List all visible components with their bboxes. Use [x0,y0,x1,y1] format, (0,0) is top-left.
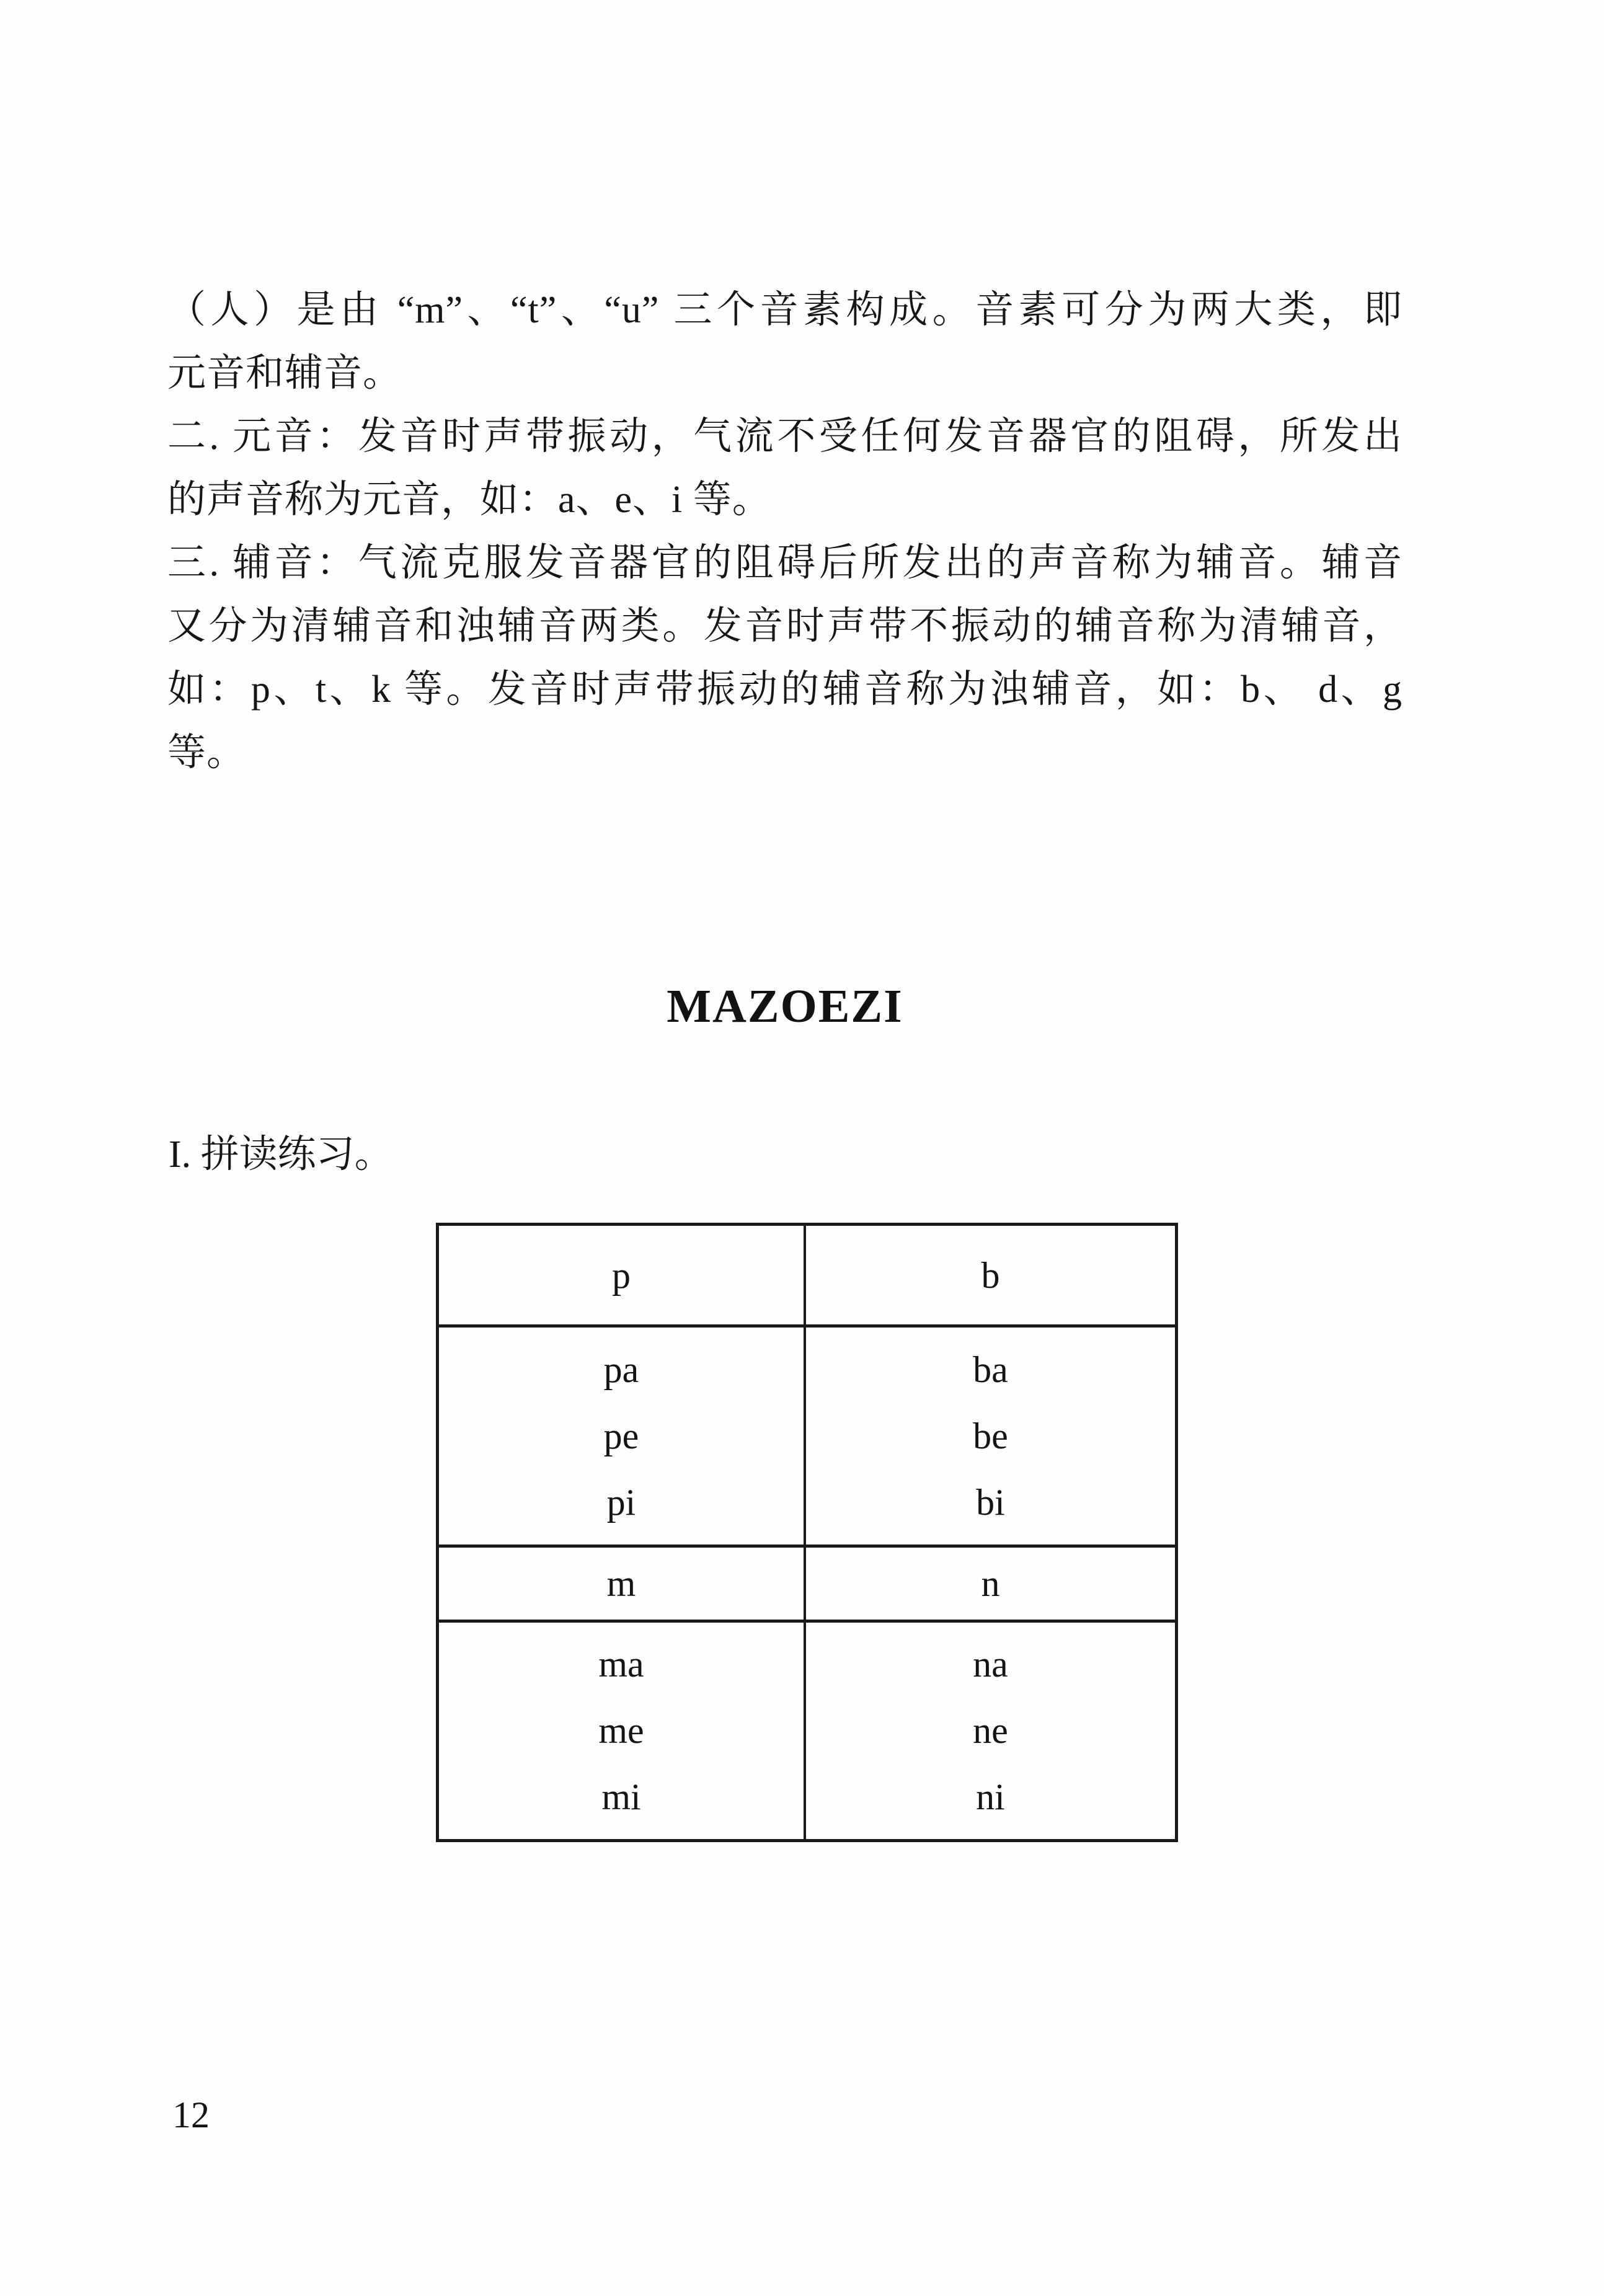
syllable: be [973,1415,1008,1456]
text-line: 又分为清辅音和浊辅音两类。发音时声带不振动的辅音称为清辅音， [167,605,1402,647]
syllable: pe [603,1415,639,1456]
text-line: 如：p、t、k 等。发音时声带振动的辅音称为浊辅音，如：b、 d、g [167,668,1402,711]
table-header-cell [439,1548,806,1620]
syllable: ni [976,1776,1005,1817]
consonant-label: p [612,1254,631,1296]
syllable-cell [806,1328,1175,1545]
exercise-label: I. 拼读练习。 [169,1133,393,1176]
section-heading: MAZOEZI [667,980,903,1032]
pronunciation-drill-table [436,1223,1178,1842]
table-header-row [439,1226,1175,1328]
table-header-cell [806,1548,1175,1620]
syllable: me [598,1710,644,1751]
syllable: ne [973,1710,1008,1751]
text-line: （人）是由 “m”、“t”、“u” 三个音素构成。音素可分为两大类，即 [167,289,1402,331]
text-line: 的声音称为元音，如：a、e、i 等。 [167,479,771,521]
table-header-cell [439,1226,806,1324]
syllable-cell [439,1328,806,1545]
syllable: mi [601,1776,641,1817]
syllable: ma [598,1644,644,1685]
page-number: 12 [172,2094,210,2135]
syllable: pi [606,1481,636,1523]
syllable-cell [439,1623,806,1839]
consonant-label: m [606,1563,636,1604]
table-header-cell [806,1226,1175,1324]
consonant-label: n [981,1563,1000,1604]
text-line: 三. 辅音：气流克服发音器官的阻碍后所发出的声音称为辅音。辅音 [167,542,1402,584]
table-syllable-row [439,1623,1175,1839]
text-line: 二. 元音：发音时声带振动，气流不受任何发音器官的阻碍，所发出 [167,415,1402,458]
syllable: bi [976,1481,1005,1523]
text-line: 等。 [167,732,246,774]
syllable-cell [806,1623,1175,1839]
table-header-row [439,1548,1175,1623]
body-paragraphs [167,278,1402,784]
consonant-label: b [981,1254,1000,1296]
syllable: pa [603,1349,639,1390]
text-line: 元音和辅音。 [167,352,402,394]
table-syllable-row [439,1328,1175,1548]
syllable: ba [973,1349,1008,1390]
syllable: na [973,1644,1008,1685]
